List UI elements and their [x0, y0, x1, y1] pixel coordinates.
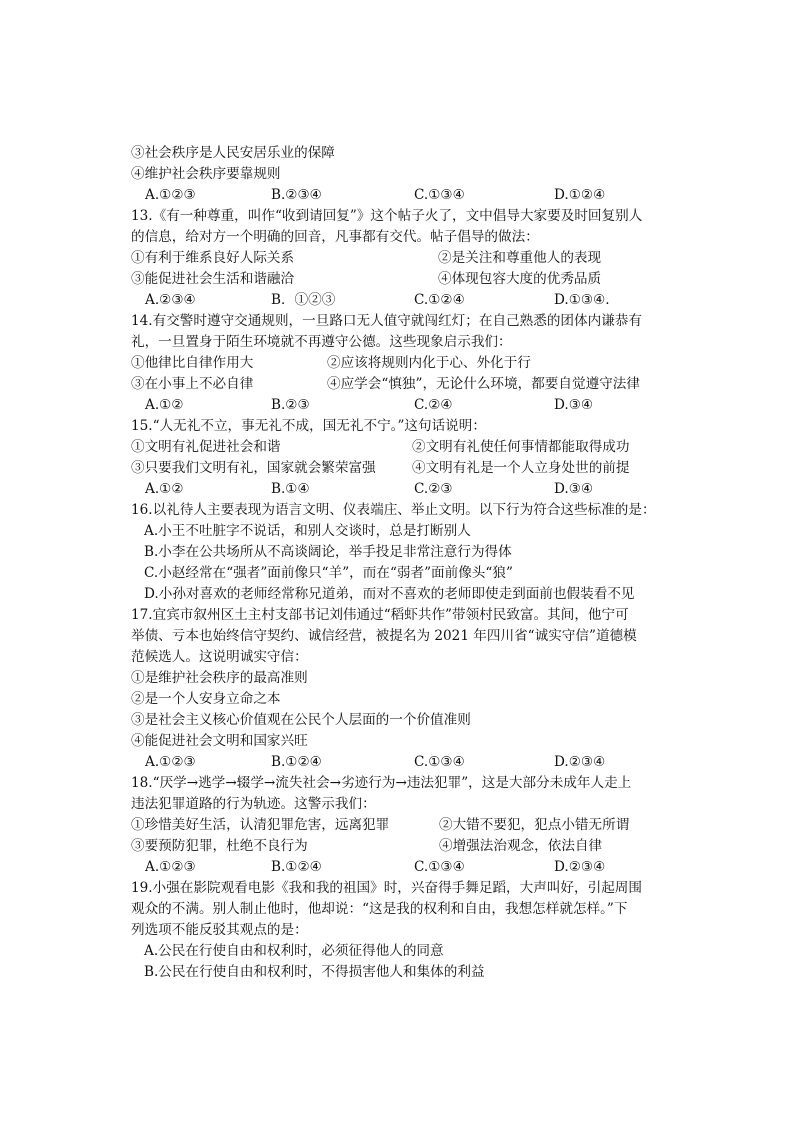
option-d: D.①③④.: [554, 292, 610, 308]
statement: ④能促进社会文明和国家兴旺: [131, 733, 308, 749]
question-stem: 18.“厌学→逃学→辍学→流失社会→劣迹行为→违法犯罪”，这是大部分未成年人走上: [131, 775, 632, 791]
option-c: C.②④: [414, 397, 453, 413]
option-a: A.①②: [145, 397, 184, 413]
question-stem: 14.有交警时遵守交通规则，一旦路口无人值守就闯红灯；在自己熟悉的团体内谦恭有: [131, 313, 642, 329]
statement: ③在小事上不必自律: [131, 376, 254, 392]
option-c: C.②③: [414, 481, 453, 497]
question-stem: 举债、亏本也始终信守契约、诚信经营，被提名为 2021 年四川省“诚实守信”道德模: [131, 628, 637, 644]
question-stem: 15.“人无礼不立，事无礼不成，国无礼不宁。”这句话说明：: [131, 418, 486, 434]
option-d: D.小孙对喜欢的老师经常称兄道弟，而对不喜欢的老师即使走到面前也假装看不见: [144, 586, 635, 602]
question-stem: 19.小强在影院观看电影《我和我的祖国》时，兴奋得手舞足蹈，大声叫好，引起周围: [131, 880, 642, 896]
option-c: C.①③④: [414, 754, 465, 770]
statement: ③能促进社会生活和谐融洽: [131, 271, 295, 287]
statement: ①文明有礼促进社会和谐: [131, 439, 281, 455]
statement: ①有利于维系良好人际关系: [131, 250, 295, 266]
option-b: B.②③: [271, 397, 310, 413]
question-stem: 违法犯罪道路的行为轨迹。这警示我们：: [131, 796, 376, 812]
question-stem: 列选项不能反驳其观点的是：: [131, 922, 308, 938]
statement: ③社会秩序是人民安居乐业的保障: [131, 145, 335, 161]
option-b: B.①②④: [271, 859, 322, 875]
statement: ④增强法治观念，依法自律: [439, 838, 603, 854]
statement: ③只要我们文明有礼，国家就会繁荣富强: [131, 460, 376, 476]
statement: ②应该将规则内化于心、外化于行: [327, 355, 531, 371]
option-a: A.①②③: [145, 859, 196, 875]
statement: ③是社会主义核心价值观在公民个人层面的一个价值准则: [131, 712, 471, 728]
option-d: D.②③④: [554, 859, 606, 875]
question-stem: 17.宜宾市叙州区土主村支部书记刘伟通过“稻虾共作”带领村民致富。其间，他宁可: [131, 607, 629, 623]
statement: ①珍惜美好生活，认清犯罪危害，远离犯罪: [131, 817, 390, 833]
option-c: C.小赵经常在“强者”面前像只“羊”，而在“弱者”面前像头“狼”: [144, 565, 513, 581]
question-stem: 礼，一旦置身于陌生环境就不再遵守公德。这些现象启示我们：: [131, 334, 512, 350]
statement: ④应学会“慎独”，无论什么环境，都要自觉遵守法律: [327, 376, 640, 392]
option-c: C.①③④: [414, 859, 465, 875]
statement: ②是关注和尊重他人的表现: [438, 250, 602, 266]
statement: ③要预防犯罪，杜绝不良行为: [131, 838, 308, 854]
statement: ④维护社会秩序要靠规则: [131, 166, 281, 182]
question-stem: 13.《有一种尊重，叫作“收到请回复”》这个帖子火了，文中倡导大家要及时回复别人: [131, 208, 643, 224]
option-d: D.③④: [554, 481, 594, 497]
option-b: B.公民在行使自由和权利时，不得损害他人和集体的利益: [144, 964, 485, 980]
option-b: B.②③④: [271, 187, 322, 203]
option-d: D.①②④: [554, 187, 606, 203]
question-stem: 范候选人。这说明诚实守信：: [131, 649, 308, 665]
question-stem: 16.以礼待人主要表现为语言文明、仪表端庄、举止文明。以下行为符合这些标准的是：: [131, 502, 656, 518]
option-c: C.①③④: [414, 187, 465, 203]
statement: ②是一个人安身立命之本: [131, 691, 281, 707]
option-d: D.③④: [554, 397, 594, 413]
option-c: C.①②④: [414, 292, 465, 308]
option-a: A.①②③: [145, 187, 196, 203]
option-a: A.②③④: [145, 292, 196, 308]
option-a: A.①②③: [145, 754, 196, 770]
option-a: A.小王不吐脏字不说话，和别人交谈时，总是打断别人: [144, 523, 471, 539]
option-b: B．①②③: [271, 292, 336, 308]
statement: ①是维护社会秩序的最高准则: [131, 670, 308, 686]
option-d: D.②③④: [554, 754, 606, 770]
option-b: B.①④: [271, 481, 310, 497]
statement: ④体现包容大度的优秀品质: [438, 271, 602, 287]
question-stem: 的信息，给对方一个明确的回音，凡事都有交代。帖子倡导的做法：: [131, 229, 539, 245]
option-b: B.①②④: [271, 754, 322, 770]
option-a: A.①②: [145, 481, 184, 497]
statement: ①他律比自律作用大: [131, 355, 254, 371]
option-a: A.公民在行使自由和权利时，必须征得他人的同意: [144, 943, 444, 959]
statement: ④文明有礼是一个人立身处世的前提: [412, 460, 630, 476]
statement: ②文明有礼使任何事情都能取得成功: [412, 439, 630, 455]
question-stem: 观众的不满。别人制止他时，他却说：“这是我的权利和自由，我想怎样就怎样。”下: [131, 901, 628, 917]
statement: ②大错不要犯，犯点小错无所谓: [439, 817, 630, 833]
option-b: B.小李在公共场所从不高谈阔论，举手投足非常注意行为得体: [144, 544, 512, 560]
